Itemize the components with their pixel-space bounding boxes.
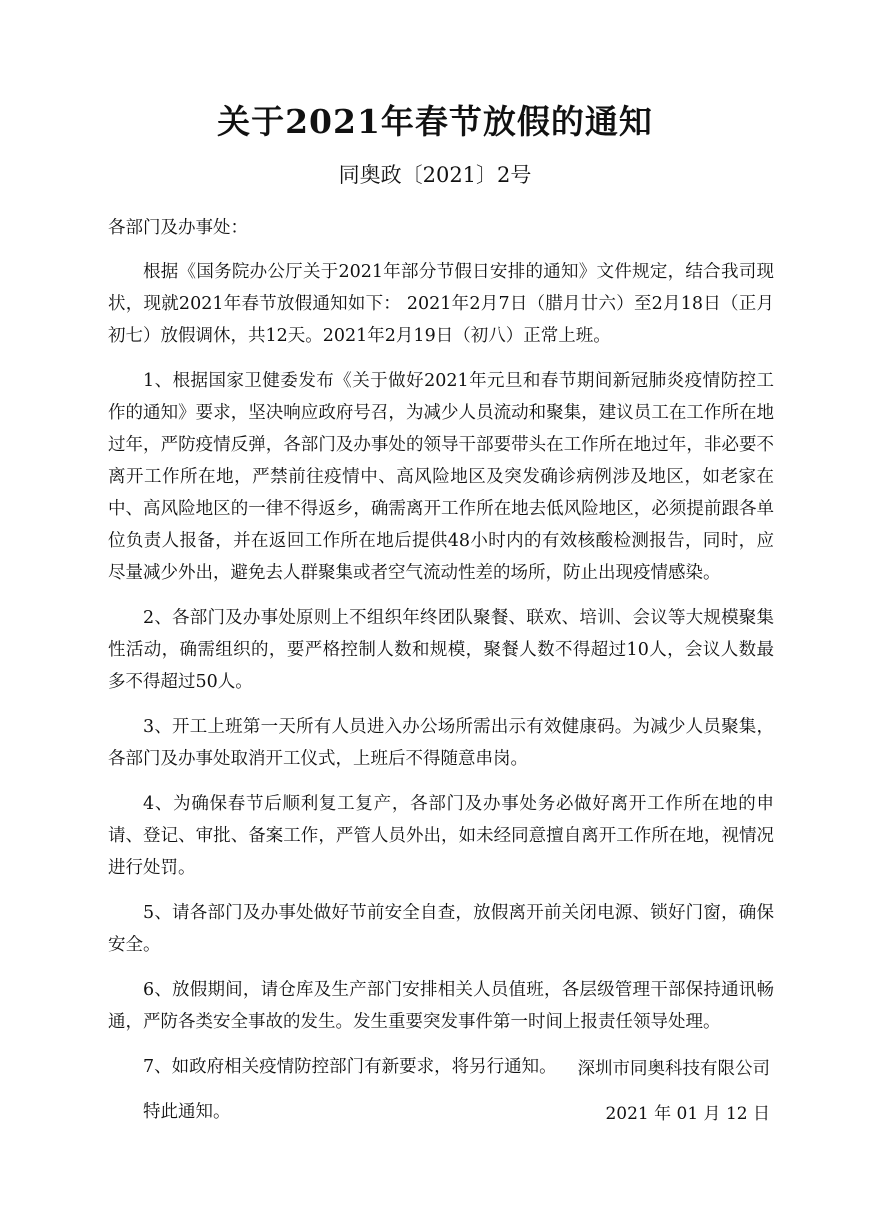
issuer-name: 深圳市同奥科技有限公司 [577, 1059, 770, 1079]
salutation: 各部门及办事处： [108, 218, 248, 238]
document-body [108, 212, 774, 1141]
paragraph-item-5: 5、请各部门及办事处做好节前安全自查，放假离开前关闭电源、锁好门窗，确保安全。 [108, 903, 774, 955]
paragraph-item-6: 6、放假期间，请仓库及生产部门安排相关人员值班，各层级管理干部保持通讯畅通，严防各类安全事故的发生。发生重要突发事件第一时间上报责任领导处理。 [108, 980, 774, 1032]
paragraph-item-7: 7、如政府相关疫情防控部门有新要求，将另行通知。 [143, 1057, 557, 1077]
paragraph-item-1: 1、根据国家卫健委发布《关于做好2021年元旦和春节期间新冠肺炎疫情防控工作的通知》要求，坚决响应政府号召，为减少人员流动和聚集，建议员工在工作所在地过年，严防疫情反弹，各部门及办事处的领导干部要带头在工作所在地过年，非必要不离开工作所在地，严禁前往疫情中、高风险地区及突发确诊病例涉及地区，如老家在中、高风险地区的一律不得返乡，确需离开工作所在地去低风险地区，必须提前跟各单位负责人报备，并在返回工作所在地后提供48小时内的有效核酸检测报告，同时，应尽量减少外出，避免去人群聚集或者空气流动性差的场所，防止出现疫情感染。 [108, 371, 774, 583]
document-title: 关于2021年春节放假的通知 [217, 102, 653, 141]
paragraph-item-3: 3、开工上班第一天所有人员进入办公场所需出示有效健康码。为减少人员聚集，各部门及办事处取消开工仪式，上班后不得随意串岗。 [108, 717, 774, 769]
document-number: 同奥政〔2021〕2号 [338, 163, 532, 187]
paragraph-item-2: 2、各部门及办事处原则上不组织年终团队聚餐、联欢、培训、会议等大规模聚集性活动，确需组织的，要严格控制人数和规模，聚餐人数不得超过10人，会议人数最多不得超过50人。 [108, 608, 774, 692]
issue-date: 2021 年 01 月 12 日 [605, 1104, 770, 1124]
paragraph-closing: 特此通知。 [143, 1102, 231, 1122]
paragraph-item-4: 4、为确保春节后顺利复工复产，各部门及办事处务必做好离开工作所在地的申请、登记、审批、备案工作，严管人员外出，如未经同意擅自离开工作所在地，视情况进行处罚。 [108, 794, 774, 878]
paragraph-intro: 根据《国务院办公厅关于2021年部分节假日安排的通知》文件规定，结合我司现状，现就2021年春节放假通知如下： 2021年2月7日（腊月廿六）至2月18日（正月初七）放假调休，共12天。2021年2月19日（初八）正常上班。 [108, 262, 774, 346]
